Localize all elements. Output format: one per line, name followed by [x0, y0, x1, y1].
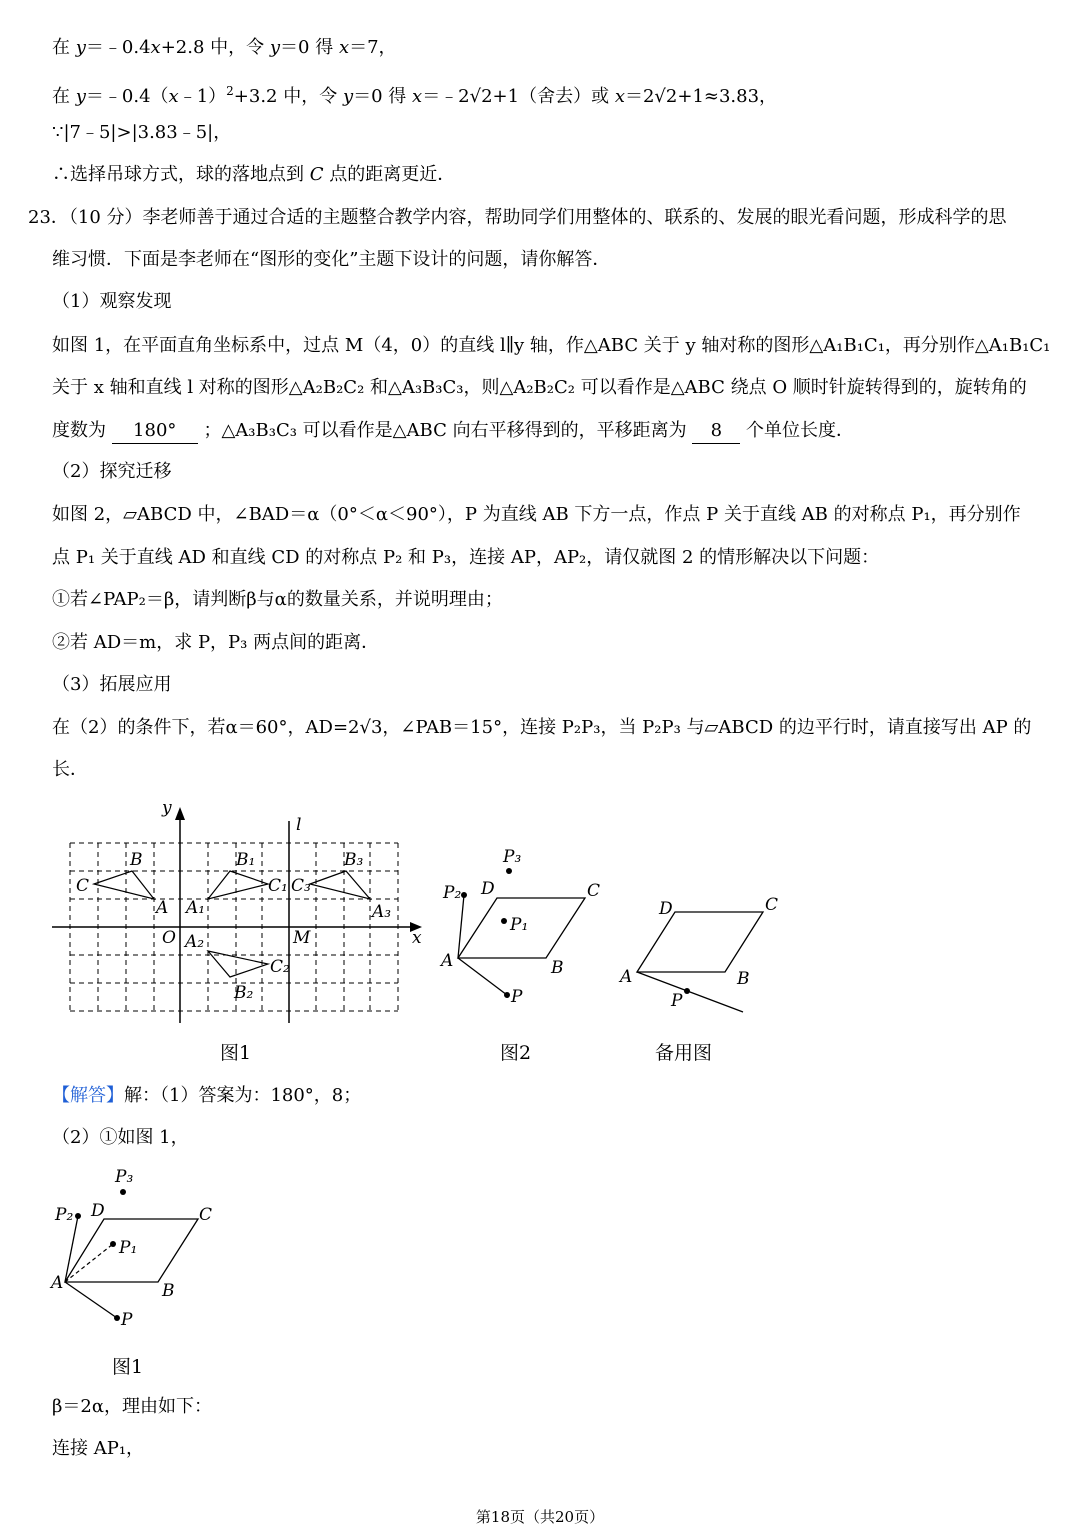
label-b1: B₁: [236, 850, 256, 870]
part1-heading: （1）观察发现: [52, 291, 172, 312]
text: 度数为: [52, 420, 112, 441]
figure-solution-parallelogram: [45, 1160, 225, 1335]
label-c: C: [76, 876, 90, 896]
text: 在: [52, 37, 76, 58]
label-b2: B₂: [234, 983, 254, 1003]
line-4: [52, 163, 455, 187]
answer-blank-2: 8: [692, 419, 740, 444]
label-b: B: [551, 958, 564, 978]
point-p2: [75, 1213, 81, 1219]
text: 解：（1）答案为：180°，8；: [124, 1085, 362, 1106]
segment-ap1-dashed: [65, 1244, 113, 1282]
text: 点的距离更近．: [323, 164, 456, 185]
label-a: A: [620, 967, 633, 987]
text: y: [342, 86, 354, 107]
question-23-line1: 23．（10 分）李老师善于通过合适的主题整合教学内容，帮助同学们用整体的、联系的、发展的眼光看问题，形成科学的思: [28, 207, 1007, 228]
question-23-line2: 维习惯．下面是李老师在“图形的变化”主题下设计的问题，请你解答．: [52, 249, 611, 270]
text: x: [168, 86, 179, 107]
text: x: [150, 37, 161, 58]
figure-spare-caption: 备用图: [655, 1042, 713, 1064]
text: 2: [226, 84, 234, 98]
label-m: M: [293, 928, 311, 948]
label-a3: A₃: [372, 902, 392, 922]
text: ＝﹣0.4（: [85, 86, 169, 107]
part2-item1: ①若∠PAP₂＝β，请判断β与α的数量关系，并说明理由；: [52, 589, 503, 610]
segment-ap: [458, 958, 507, 995]
point-p2: [461, 892, 467, 898]
line-2: [52, 79, 777, 109]
text: ；△A₃B₃C₃ 可以看作是△ABC 向右平移得到的，平移距离为: [197, 420, 693, 441]
triangle-abc: [94, 871, 154, 899]
label-a1: A₁: [186, 898, 206, 918]
y-axis-arrow-icon: [175, 807, 185, 820]
point-p3: [506, 868, 512, 874]
answer-blank-1: 180°: [112, 419, 198, 444]
label-o: O: [162, 928, 176, 948]
label-c: C: [587, 881, 601, 901]
label-p1: P₁: [510, 915, 529, 935]
part1-line3: [52, 419, 854, 444]
part3-line1: 在（2）的条件下，若α＝60°，AD=2√3，∠PAB＝15°，连接 P₂P₃，当 P₂P₃ 与▱ABCD 的边平行时，请直接写出 AP 的: [52, 717, 1032, 738]
text: ＝0 得: [353, 86, 413, 107]
label-p2: P₂: [443, 883, 462, 903]
text: y: [75, 86, 86, 107]
point-p1: [110, 1241, 116, 1247]
figure-2-parallelogram: [435, 840, 615, 1015]
solution-line1: [52, 1084, 361, 1108]
figure-spare-parallelogram: [615, 890, 795, 1020]
label-c1: C₁: [268, 876, 288, 896]
point-p: [684, 988, 690, 994]
label-c: C: [765, 895, 779, 915]
text: y: [269, 37, 281, 58]
label-c: C: [199, 1205, 213, 1225]
solution-line2: （2）①如图 1，: [52, 1127, 189, 1148]
text: 在: [52, 86, 76, 107]
part2-item2: ②若 AD＝m，求 P，P₃ 两点间的距离．: [52, 632, 380, 653]
part1-line2: 关于 x 轴和直线 l 对称的图形△A₂B₂C₂ 和△A₃B₃C₃，则△A₂B₂C₂ 可以看作是△ABC 绕点 O 顺时针旋转得到的，旋转角的: [52, 377, 1027, 398]
figure-1-caption: 图1: [220, 1042, 252, 1064]
label-p: P: [671, 991, 683, 1011]
label-p: P: [121, 1310, 133, 1330]
part1-line1: 如图 1，在平面直角坐标系中，过点 M（4，0）的直线 l∥y 轴，作△ABC 关于 y 轴对称的图形△A₁B₁C₁，再分别作△A₁B₁C₁: [52, 335, 1051, 356]
label-c3: C₃: [291, 876, 311, 896]
label-p3: P₃: [115, 1167, 134, 1187]
solution-line4: 连接 AP₁，: [52, 1438, 145, 1459]
point-p: [114, 1315, 120, 1321]
point-p: [504, 992, 510, 998]
text: ＝0 得: [280, 37, 339, 58]
text: ∴选择吊球方式，球的落地点到: [52, 164, 310, 185]
part3-heading: （3）拓展应用: [52, 674, 172, 695]
solution-tag: 【解答】: [52, 1085, 124, 1106]
text: ＝7，: [349, 37, 397, 58]
part2-heading: （2）探究迁移: [52, 461, 172, 482]
text: 个单位长度．: [740, 420, 855, 441]
label-b: B: [737, 969, 750, 989]
label-x: x: [412, 928, 422, 948]
label-a2: A₂: [185, 932, 205, 952]
label-c2: C₂: [270, 957, 290, 977]
segment-ap: [65, 1282, 117, 1318]
text: x: [338, 37, 350, 58]
text: +3.2 中，令: [233, 86, 343, 107]
text: x: [614, 86, 625, 107]
triangle-a1b1c1: [208, 871, 268, 899]
text: ﹣1）: [178, 86, 227, 107]
text: ＝2√2+1≈3.83，: [624, 86, 778, 107]
point-p3: [120, 1189, 126, 1195]
text: x: [412, 86, 423, 107]
figure-1-coordinate-grid: [40, 795, 440, 1030]
point-p1: [501, 918, 507, 924]
label-d: D: [659, 899, 673, 919]
label-p3: P₃: [503, 847, 522, 867]
label-d: D: [481, 879, 495, 899]
text: C: [309, 164, 324, 185]
label-a: A: [51, 1273, 64, 1293]
text: y: [75, 37, 86, 58]
label-p2: P₂: [55, 1205, 74, 1225]
label-p1: P₁: [119, 1238, 138, 1258]
text: ＝﹣0.4: [85, 37, 151, 58]
text: +2.8 中，令: [160, 37, 270, 58]
line-3: ∵|7﹣5|>|3.83﹣5|，: [52, 122, 232, 143]
label-p: P: [511, 987, 523, 1007]
figure-2-caption: 图2: [500, 1042, 532, 1064]
label-d: D: [91, 1201, 105, 1221]
triangle-a3b3c3: [310, 871, 370, 899]
part2-line2: 点 P₁ 关于直线 AD 和直线 CD 的对称点 P₂ 和 P₃，连接 AP，AP₂，请仅就图 2 的情形解决以下问题：: [52, 547, 880, 568]
label-b: B: [130, 850, 143, 870]
part2-line1: 如图 2，▱ABCD 中，∠BAD＝α（0°＜α＜90°），P 为直线 AB 下方一点，作点 P 关于直线 AB 的对称点 P₁，再分别作: [52, 504, 1021, 525]
figure-solution-caption: 图1: [112, 1356, 144, 1378]
page-footer: 第18页（共20页）: [475, 1508, 605, 1526]
parallelogram-abcd: [637, 912, 763, 972]
label-y: y: [162, 798, 172, 818]
label-b3: B₃: [344, 850, 364, 870]
line-ap: [637, 972, 743, 1012]
solution-line3: β＝2α，理由如下：: [52, 1396, 213, 1417]
label-a: A: [441, 951, 454, 971]
label-a: A: [156, 898, 169, 918]
label-l: l: [296, 815, 302, 835]
segment-ap2: [458, 895, 464, 958]
part3-line2: 长．: [52, 759, 88, 780]
text: ＝﹣2√2+1（舍去）或: [422, 86, 615, 107]
line-1: [52, 36, 397, 60]
label-b: B: [162, 1281, 175, 1301]
